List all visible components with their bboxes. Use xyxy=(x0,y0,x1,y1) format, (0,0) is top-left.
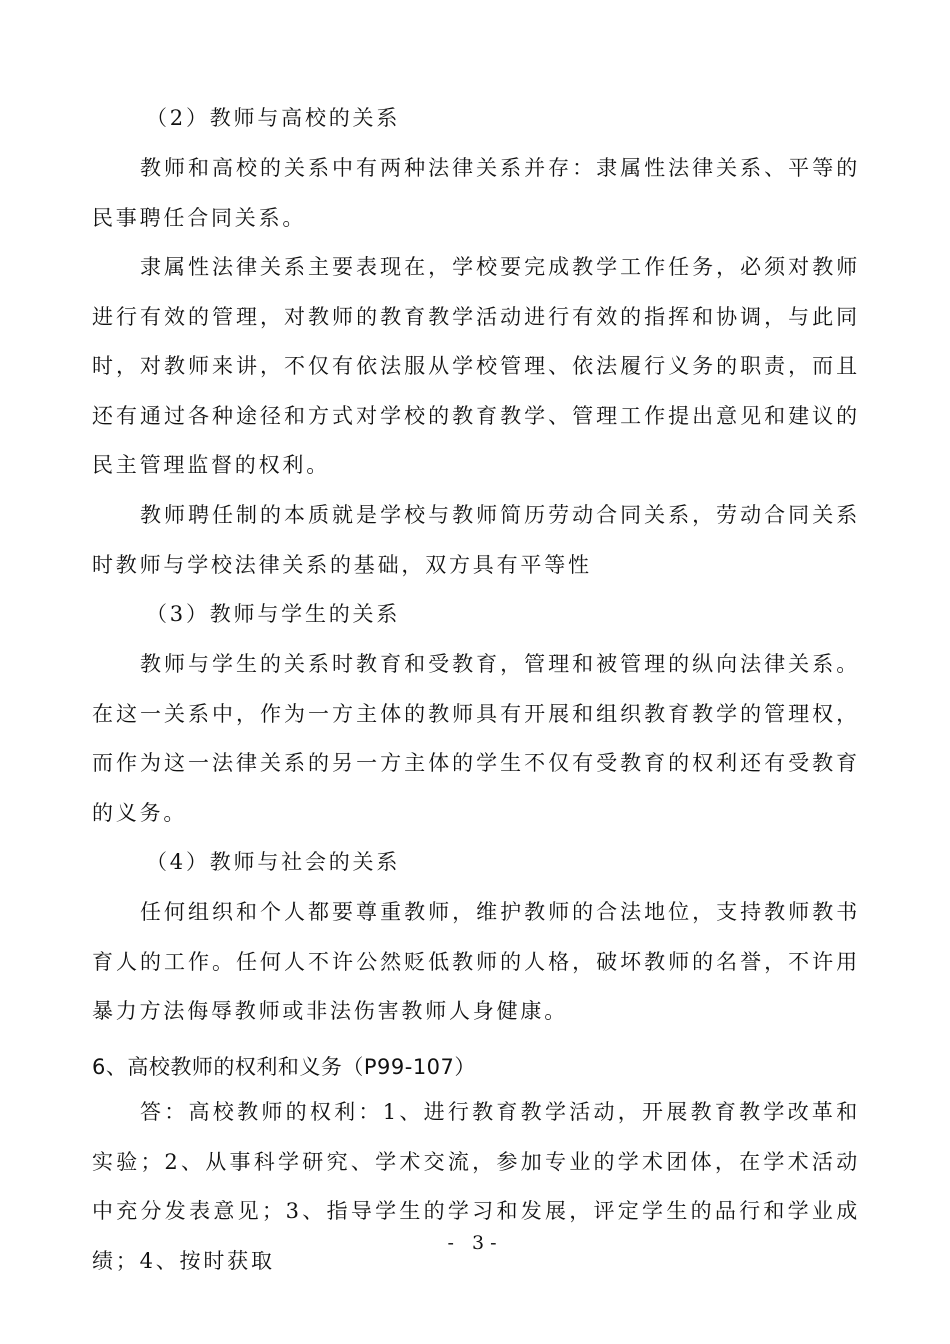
page-number: - 3- xyxy=(447,1232,503,1254)
paragraph-teacher-student-relation: 教师与学生的关系时教育和受教育，管理和被管理的纵向法律关系。在这一关系中，作为一方主体的教师具有开展和组织教育教学的管理权，而作为这一法律关系的另一方主体的学生不仅有受教育的权利还有受教育的义务。 xyxy=(92,652,860,825)
paragraph-dual-relations: 教师和高校的关系中有两种法律关系并存：隶属性法律关系、平等的民事聘任合同关系。 xyxy=(92,156,860,230)
paragraph-appointment-system: 教师聘任制的本质就是学校与教师简历劳动合同关系，劳动合同关系时教师与学校法律关系的基础，双方具有平等性 xyxy=(92,503,860,577)
paragraph-respect-teachers: 任何组织和个人都要尊重教师，维护教师的合法地位，支持教师教书育人的工作。任何人不许公然贬低教师的人格，破坏教师的名誉，不许用暴力方法侮辱教师或非法伤害教师人身健康。 xyxy=(92,900,860,1023)
subheading-teacher-society: （4）教师与社会的关系 xyxy=(146,850,401,874)
paragraph-teacher-rights: 答：高校教师的权利：1、进行教育教学活动，开展教育教学改革和实验；2、从事科学研究、学术交流，参加专业的学术团体，在学术活动中充分发表意见；3、指导学生的学习和发展，评定学生的品行和学业成绩；4、按时获取 xyxy=(92,1100,860,1273)
section-heading-rights-duties: 6、高校教师的权利和义务（P99-107） xyxy=(92,1055,476,1079)
paragraph-subordinate-relation: 隶属性法律关系主要表现在，学校要完成教学工作任务，必须对教师进行有效的管理，对教师的教育教学活动进行有效的指挥和协调，与此同时，对教师来讲，不仅有依法服从学校管理、依法履行义务的职责，而且还有通过各种途径和方式对学校的教育教学、管理工作提出意见和建议的民主管理监督的权利。 xyxy=(92,255,860,477)
subheading-teacher-student: （3）教师与学生的关系 xyxy=(146,602,401,626)
subheading-teacher-university: （2）教师与高校的关系 xyxy=(146,106,401,130)
